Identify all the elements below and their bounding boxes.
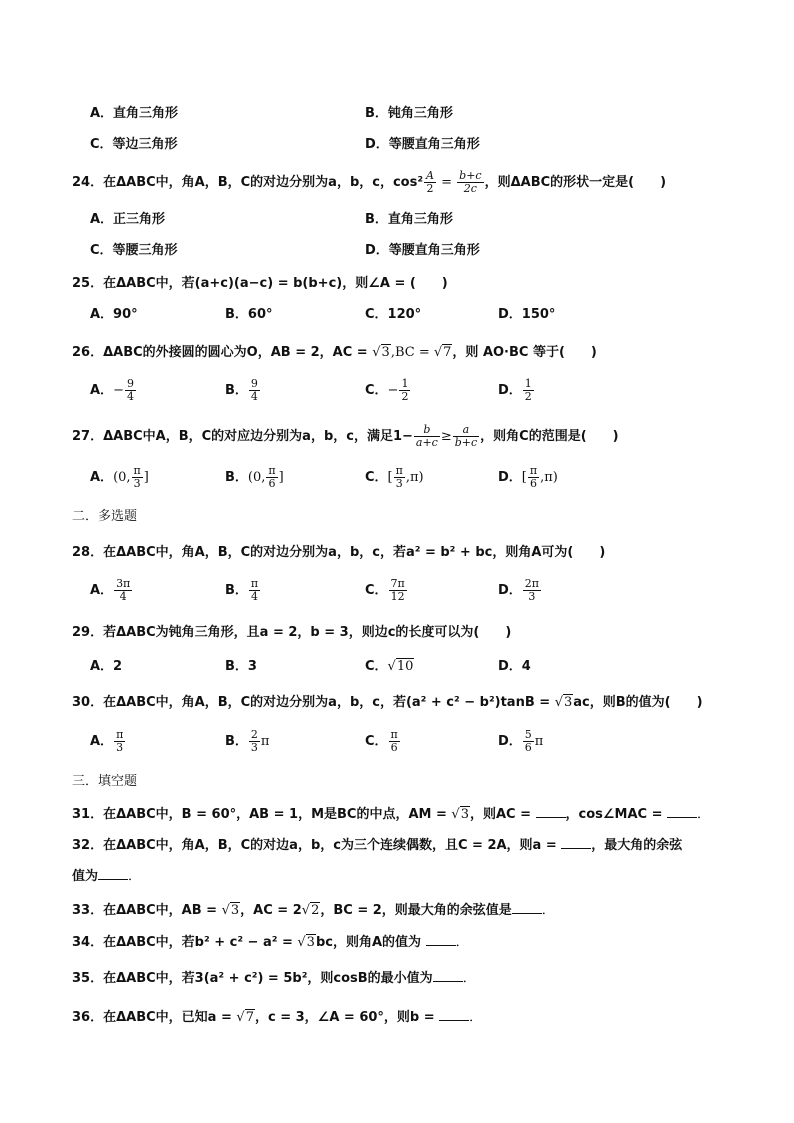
- question-28: 28．在ΔABC中，角A，B，C的对边分别为a，b，c，若a² = b² + bc，则角A可为( ): [72, 545, 606, 560]
- q28-option-b[interactable]: B． $\frac{\pi}{4}$: [225, 577, 259, 603]
- answer-blank[interactable]: [536, 807, 566, 818]
- q30-option-b[interactable]: B． $\frac{2}{3}$ π: [225, 728, 270, 754]
- question-24: 24．在ΔABC中，角A，B，C的对边分别为a，b，c，cos² $\frac{A}{2}$ = $\frac{b+c}{2c}$ ，则ΔABC的形状一定是( ): [72, 169, 667, 195]
- fraction: $\frac{7\pi}{12}$: [390, 577, 405, 603]
- fraction: $\frac{2\pi}{3}$: [524, 577, 540, 603]
- section-heading-multiple-choice: 二．多选题: [72, 509, 138, 524]
- fraction: $\frac{9}{4}$: [250, 377, 258, 403]
- fraction: $\frac{\pi}{3}$: [133, 464, 141, 490]
- q28-option-a[interactable]: A． $\frac{3\pi}{4}$: [90, 577, 131, 603]
- fraction: $\frac{a}{b+c}$: [454, 423, 478, 449]
- section-heading-fill-blank: 三．填空题: [72, 774, 138, 789]
- fraction: $\frac{b}{a+c}$: [415, 423, 438, 449]
- q30-option-d[interactable]: D． $\frac{5}{6}$ π: [498, 728, 544, 754]
- question-25: 25．在ΔABC中，若(a+c)(a−c) = b(b+c)，则∠A = ( ): [72, 276, 448, 291]
- fraction: $\frac{\pi}{6}$: [390, 728, 398, 754]
- question-36: 36．在ΔABC中，已知a = √7，c = 3，∠A = 60°，则b = ．: [72, 1010, 483, 1025]
- q30-option-a[interactable]: A． $\frac{\pi}{3}$: [90, 728, 124, 754]
- fraction: $\frac{A}{2}$: [426, 169, 434, 195]
- q29-option-b[interactable]: B．3: [225, 659, 257, 674]
- answer-blank[interactable]: [98, 869, 128, 880]
- question-30: 30．在ΔABC中，角A，B，C的对边分别为a，b，c，若(a² + c² − b²)tanB = √3ac，则B的值为( ): [72, 695, 703, 710]
- q27-option-c[interactable]: C．[ $\frac{\pi}{3}$ ,π): [365, 464, 424, 490]
- q28-option-c[interactable]: C． $\frac{7\pi}{12}$: [365, 577, 405, 603]
- prev-option-a[interactable]: A．直角三角形: [90, 106, 179, 121]
- q27-option-b[interactable]: B．(0, $\frac{\pi}{6}$ ]: [225, 464, 284, 490]
- question-26: 26．ΔABC的外接圆的圆心为O，AB = 2，AC = √3,BC = √7，则 AO·BC 等于( ): [72, 345, 597, 360]
- q28-option-d[interactable]: D． $\frac{2\pi}{3}$: [498, 577, 540, 603]
- question-32-line-2: 值为 ．: [72, 869, 142, 884]
- answer-blank[interactable]: [667, 807, 697, 818]
- answer-blank[interactable]: [512, 903, 542, 914]
- fraction: $\frac{\pi}{3}$: [116, 728, 124, 754]
- answer-blank[interactable]: [426, 935, 456, 946]
- question-34: 34．在ΔABC中，若b² + c² − a² = √3bc，则角A的值为 ．: [72, 935, 469, 950]
- fraction: $\frac{\pi}{3}$: [395, 464, 403, 490]
- q29-option-c[interactable]: C．√10: [365, 659, 414, 674]
- fraction: $\frac{\pi}{6}$: [529, 464, 538, 490]
- prev-option-c[interactable]: C．等边三角形: [90, 137, 178, 152]
- prev-option-b[interactable]: B．钝角三角形: [365, 106, 453, 121]
- fraction: $\frac{2}{3}$: [250, 728, 258, 754]
- question-29: 29．若ΔABC为钝角三角形，且a = 2，b = 3，则边c的长度可以为( ): [72, 625, 512, 640]
- q24-option-c[interactable]: C．等腰三角形: [90, 243, 178, 258]
- q30-option-c[interactable]: C． $\frac{\pi}{6}$: [365, 728, 398, 754]
- q27-option-a[interactable]: A．(0, $\frac{\pi}{3}$ ]: [90, 464, 149, 490]
- question-27: 27．ΔABC中A，B，C的对应边分别为a，b，c，满足1− $\frac{b}{a+c}$ ≥ $\frac{a}{b+c}$ ，则角C的范围是( ): [72, 423, 619, 449]
- question-33: 33．在ΔABC中，AB = √3，AC = 2√2，BC = 2，则最大角的余弦值是 ．: [72, 903, 555, 918]
- q25-option-b[interactable]: B．60°: [225, 307, 273, 322]
- fraction: $\frac{5}{6}$: [524, 728, 532, 754]
- fraction: $\frac{b+c}{2c}$: [459, 169, 482, 195]
- fraction: $\frac{\pi}{6}$: [268, 464, 276, 490]
- prev-option-d[interactable]: D．等腰直角三角形: [365, 137, 480, 152]
- fraction: $\frac{3\pi}{4}$: [116, 577, 131, 603]
- answer-blank[interactable]: [439, 1010, 469, 1021]
- q26-option-a[interactable]: A．− $\frac{9}{4}$: [90, 377, 134, 403]
- q24-option-b[interactable]: B．直角三角形: [365, 212, 453, 227]
- q24-option-a[interactable]: A．正三角形: [90, 212, 166, 227]
- fraction: $\frac{9}{4}$: [126, 377, 134, 403]
- q27-option-d[interactable]: D．[ $\frac{\pi}{6}$ ,π): [498, 464, 558, 490]
- q24-option-d[interactable]: D．等腰直角三角形: [365, 243, 480, 258]
- q26-option-c[interactable]: C．− $\frac{1}{2}$: [365, 377, 409, 403]
- fraction: $\frac{1}{2}$: [401, 377, 409, 403]
- q25-option-c[interactable]: C．120°: [365, 307, 422, 322]
- q25-option-a[interactable]: A．90°: [90, 307, 138, 322]
- answer-blank[interactable]: [561, 838, 591, 849]
- q26-option-d[interactable]: D． $\frac{1}{2}$: [498, 377, 532, 403]
- q25-option-d[interactable]: D．150°: [498, 307, 556, 322]
- q26-option-b[interactable]: B． $\frac{9}{4}$: [225, 377, 258, 403]
- fraction: $\frac{\pi}{4}$: [250, 577, 259, 603]
- q29-option-a[interactable]: A．2: [90, 659, 123, 674]
- question-31: 31．在ΔABC中，B = 60°，AB = 1，M是BC的中点，AM = √3，则AC = ，cos∠MAC = ．: [72, 807, 711, 822]
- fraction: $\frac{1}{2}$: [524, 377, 532, 403]
- question-32: 32．在ΔABC中，角A，B，C的对边a，b，c为三个连续偶数，且C = 2A，则a = ，最大角的余弦: [72, 838, 683, 853]
- answer-blank[interactable]: [433, 971, 463, 982]
- q29-option-d[interactable]: D．4: [498, 659, 531, 674]
- question-35: 35．在ΔABC中，若3(a² + c²) = 5b²，则cosB的最小值为 ．: [72, 971, 476, 986]
